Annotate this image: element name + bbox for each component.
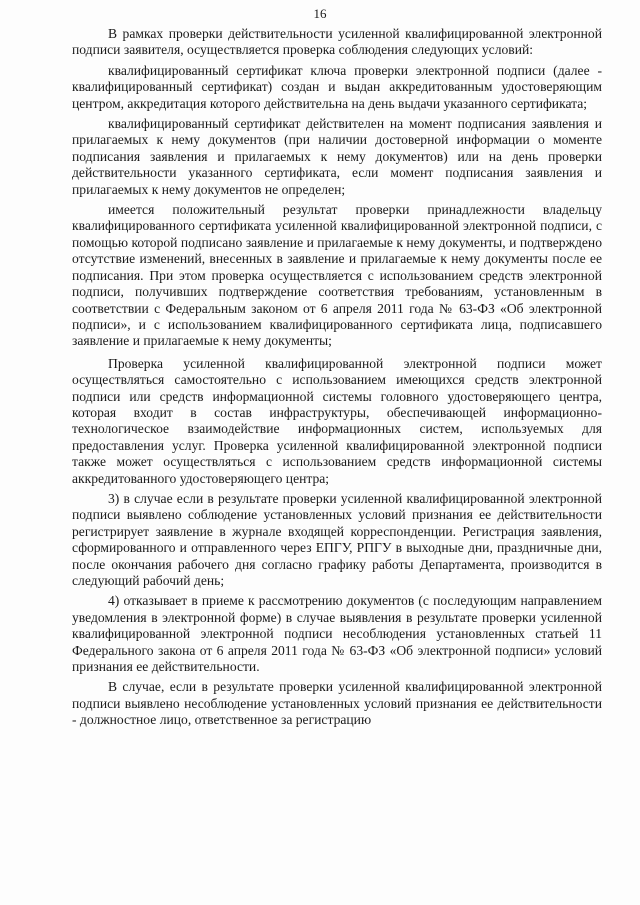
paragraph-verification-methods: Проверка усиленной квалифицированной электронной подписи может осуществляться самостоятельно с использованием имеющихся средств электронной подписи или средств информационной системы головного удостоверяющего центра, которая входит в состав инфраструктуры, обеспечивающей информационно-технологическое взаимодействие информационных систем, используемых для предоставления услуг. Проверка усиленной квалифицированной электронной подписи также может осуществляться с использованием средств информационной системы аккредитованного удостоверяющего центра;: [72, 355, 602, 486]
page-number: 16: [313, 6, 327, 21]
paragraph-item-3-registration: 3) в случае если в результате проверки усиленной квалифицированной электронной подписи выявлено соблюдение установленных условий признания ее действительности регистрирует заявление в журнале входящей корреспонденции. Регистрация заявления, сформированного и отправленного через ЕПГУ, РПГУ в выходные дни, праздничные дни, после окончания рабочего дня согласно графику работы Департамента, производится в следующий рабочий день;: [72, 490, 602, 588]
paragraph-intro: В рамках проверки действительности усиленной квалифицированной электронной подписи заявителя, осуществляется проверка соблюдения следующих условий:: [72, 26, 602, 58]
paragraph-condition-certificate-issued: квалифицированный сертификат ключа проверки электронной подписи (далее - квалифицированный сертификат) создан и выдан аккредитованным удостоверяющим центром, аккредитация которого действительна на день выдачи указанного сертификата;: [72, 62, 602, 111]
paragraph-noncompliance: В случае, если в результате проверки усиленной квалифицированной электронной подписи выявлено несоблюдение установленных условий признания ее действительности - должностное лицо, ответственное за регистрацию: [72, 679, 602, 728]
document-body: [72, 26, 602, 733]
paragraph-condition-certificate-valid: квалифицированный сертификат действителен на момент подписания заявления и прилагаемых к нему документов (при наличии достоверной информации о моменте подписания заявления и прилагаемых к нему документов) или на день проверки действительности указанного сертификата, если момент подписания заявления и прилагаемых к нему документов не определен;: [72, 116, 602, 197]
paragraph-item-4-refusal: 4) отказывает в приеме к рассмотрению документов (с последующим направлением уведомления в электронной форме) в случае выявления в результате проверки усиленной квалифицированной электронной подписи несоблюдения установленных статьей 11 Федерального закона от 6 апреля 2011 года № 63-ФЗ «Об электронной подписи» условий признания ее действительности.: [72, 593, 602, 675]
paragraph-condition-ownership-check: имеется положительный результат проверки принадлежности владельцу квалифицированного сертификата усиленной квалифицированной электронной подписи, с помощью которой подписано заявление и прилагаемые к нему документы, и подтверждено отсутствие изменений, внесенных в заявление и прилагаемые к нему документы после ее подписания. При этом проверка осуществляется с использованием средств электронной подписи, получивших подтверждение соответствия требованиям, установленным в соответствии с Федеральным законом от 6 апреля 2011 года № 63-ФЗ «Об электронной подписи», и с использованием квалифицированного сертификата лица, подписавшего заявление и прилагаемые к нему документы;: [72, 202, 602, 349]
